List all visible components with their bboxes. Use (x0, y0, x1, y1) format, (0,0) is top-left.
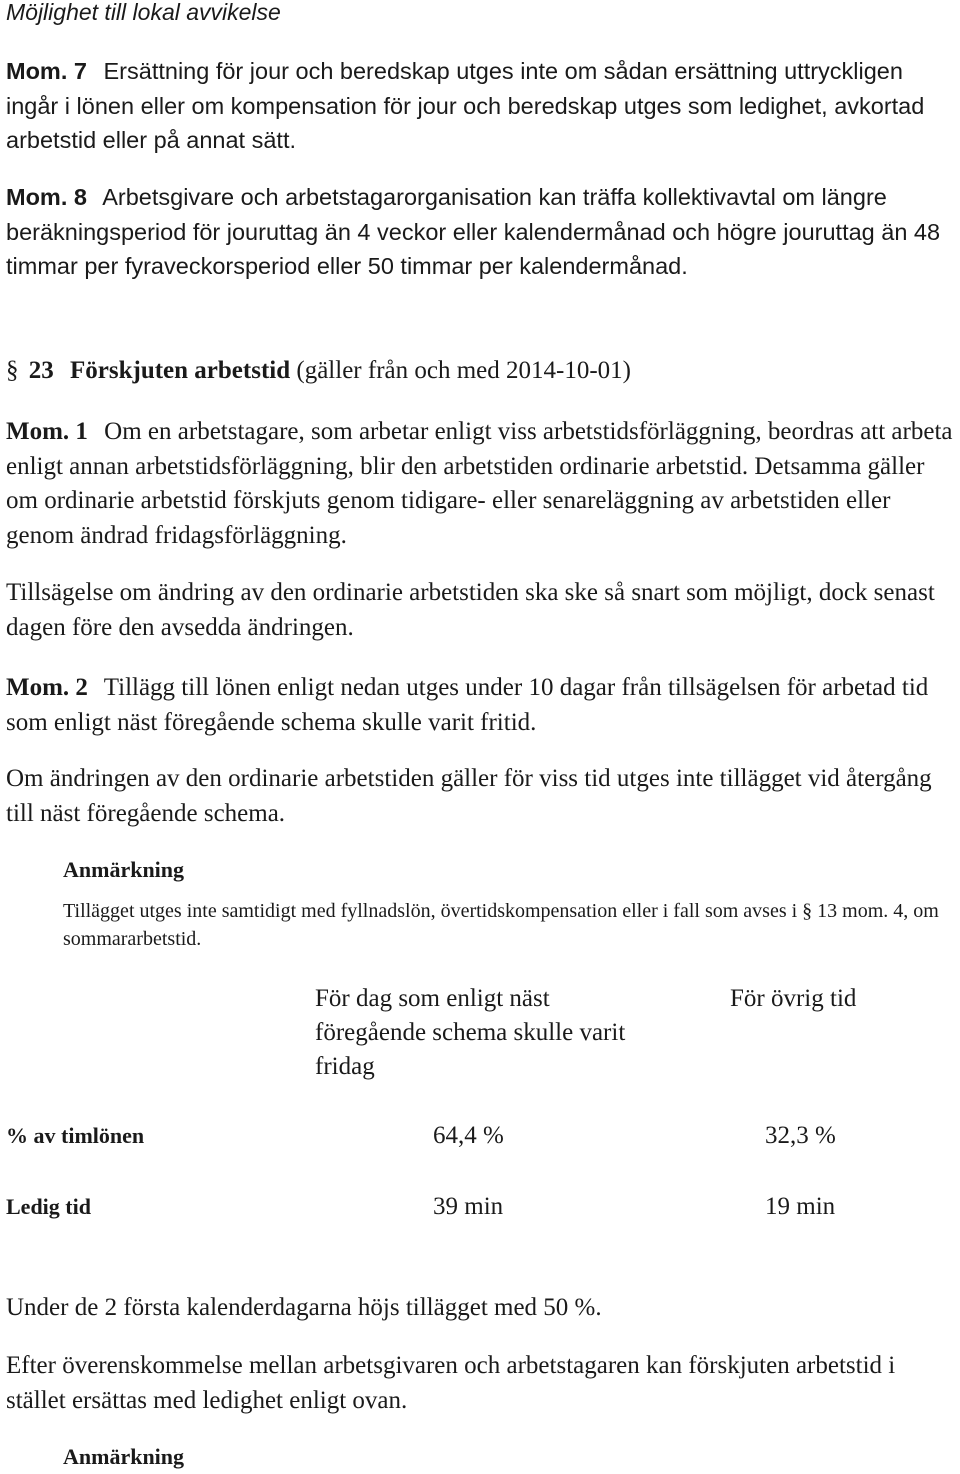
row-label: Ledig tid (6, 1194, 91, 1219)
under-paragraph: Under de 2 första kalenderdagarna höjs tillägget med 50 %. (6, 1294, 602, 1321)
mom-text: Arbetsgivare och arbetstagarorganisation kan träffa kollektivavtal om längre beräkningsperiod för jouruttag än 4 veckor eller kalendermånad och högre jouruttag än 48 timmar per fyraveckorsperiod eller 50 timmar per kalendermånad. (6, 184, 941, 279)
tillsagelse-paragraph: Tillsägelse om ändring av den ordinarie arbetstiden ska ske så snart som möjligt, dock senast dagen före den avsedda ändringen. (6, 579, 935, 641)
section-note: (gäller från och med 2014-10-01) (296, 357, 631, 384)
efter-paragraph: Efter överenskommelse mellan arbetsgivaren och arbetstagaren kan förskjuten arbetstid i stället ersättas med ledighet enligt ovan. (6, 1352, 896, 1414)
mom-text: Tillägg till lönen enligt nedan utges under 10 dagar från tillsägelsen för arbetad tid som enligt näst föregående schema skulle varit fritid. (6, 674, 929, 736)
mom-label: Mom. (6, 674, 70, 701)
remark-text-part: Tillägget utges inte samtidigt med fyllnadslön, övertidskompensation eller i fall som avses i (63, 900, 798, 922)
mom-number: 8 (73, 184, 87, 210)
table-cell: 39 min (433, 1193, 504, 1220)
mom-2-paragraph (6, 671, 954, 740)
paragraph-sign: § (802, 900, 813, 922)
mom-label: Mom. (6, 58, 68, 84)
andringen-paragraph: Om ändringen av den ordinarie arbetstiden gäller för viss tid utges inte tillägget vid återgång till näst föregående schema. (6, 765, 932, 827)
mom-1-paragraph (6, 415, 954, 553)
mom-label: Mom. (6, 184, 68, 210)
mom-number: 2 (75, 674, 88, 701)
section-number: 23 (28, 357, 54, 384)
mom-number: 1 (75, 418, 88, 445)
mom-number: 7 (73, 58, 87, 84)
remark-title: Anmärkning (63, 857, 185, 882)
mom-label: Mom. (6, 418, 70, 445)
remark-text-part: 13 mom. 4, om sommararbetstid. (63, 900, 939, 950)
section-title: Förskjuten arbetstid (70, 357, 291, 384)
section-23-heading (6, 354, 954, 388)
remark-text (63, 897, 940, 953)
remark-title: Anmärkning (63, 1444, 185, 1469)
table-col2-header: För övrig tid (730, 985, 857, 1012)
table-cell: 32,3 % (765, 1122, 836, 1149)
mom-text: Ersättning för jour och beredskap utges inte om sådan ersättning uttryckligen ingår i lönen eller om kompensation för jour och beredskap utges som ledighet, avkortad arbetstid eller på annat sätt. (6, 58, 925, 153)
table-cell: 19 min (765, 1193, 836, 1220)
mom-text: Om en arbetstagare, som arbetar enligt viss arbetstidsförläggning, beordras att arbeta enligt annan arbetstidsförläggning, blir den arbetstiden ordinarie arbetstid. Detsamma gäller om ordinarie arbetstid förskjuts genom tidigare- eller senareläggning av arbetstiden eller genom ändrad fridagsförläggning. (6, 418, 953, 549)
section-heading: Möjlighet till lokal avvikelse (6, 0, 281, 25)
mom-8-paragraph (6, 180, 954, 284)
row-label: % av timlönen (6, 1123, 145, 1148)
paragraph-sign: § (6, 357, 19, 384)
table-col1-header: För dag som enligt näst föregående schema skulle varit fridag (315, 985, 626, 1080)
table-cell: 64,4 % (433, 1122, 504, 1149)
mom-7-paragraph (6, 54, 954, 158)
